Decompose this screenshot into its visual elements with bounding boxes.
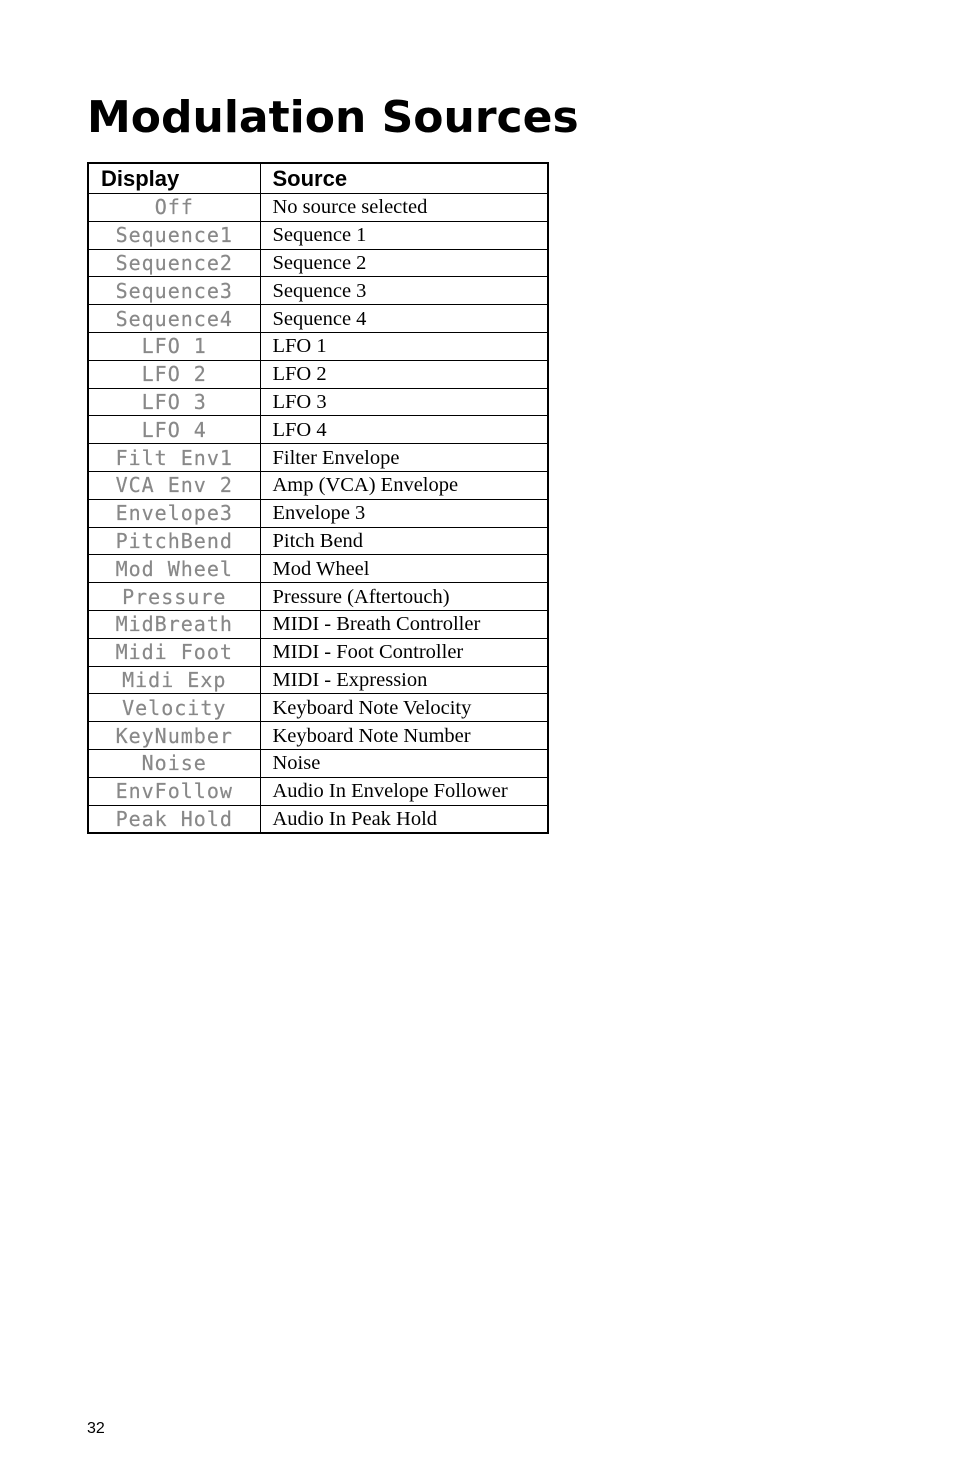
source-cell: MIDI - Foot Controller — [260, 638, 548, 666]
display-cell: LFO 1 — [88, 332, 260, 360]
table-row — [88, 416, 548, 444]
source-cell: Noise — [260, 749, 548, 777]
source-cell: Pressure (Aftertouch) — [260, 583, 548, 611]
table-row — [88, 388, 548, 416]
table-row — [88, 499, 548, 527]
source-cell: Audio In Envelope Follower — [260, 777, 548, 805]
source-cell: No source selected — [260, 194, 548, 222]
display-cell: Mod Wheel — [88, 555, 260, 583]
table-row — [88, 444, 548, 472]
display-cell: EnvFollow — [88, 777, 260, 805]
table-row — [88, 277, 548, 305]
display-cell: Midi Foot — [88, 638, 260, 666]
page-number: 32 — [87, 1420, 105, 1437]
source-cell: LFO 2 — [260, 360, 548, 388]
display-cell: Sequence1 — [88, 221, 260, 249]
table-row — [88, 638, 548, 666]
table-row — [88, 666, 548, 694]
table-row — [88, 471, 548, 499]
source-cell: Audio In Peak Hold — [260, 805, 548, 833]
display-cell: Sequence2 — [88, 249, 260, 277]
table-row — [88, 583, 548, 611]
table-body — [88, 194, 548, 834]
display-cell: KeyNumber — [88, 722, 260, 750]
display-cell: Sequence3 — [88, 277, 260, 305]
display-cell: Noise — [88, 749, 260, 777]
display-cell: LFO 4 — [88, 416, 260, 444]
source-cell: Amp (VCA) Envelope — [260, 471, 548, 499]
display-cell: PitchBend — [88, 527, 260, 555]
table-row — [88, 777, 548, 805]
source-cell: LFO 4 — [260, 416, 548, 444]
source-cell: Pitch Bend — [260, 527, 548, 555]
source-cell: Filter Envelope — [260, 444, 548, 472]
table-row — [88, 694, 548, 722]
display-cell: LFO 3 — [88, 388, 260, 416]
table-row — [88, 332, 548, 360]
table-row — [88, 749, 548, 777]
table-row — [88, 249, 548, 277]
source-cell: MIDI - Expression — [260, 666, 548, 694]
source-cell: LFO 3 — [260, 388, 548, 416]
table-header-row — [88, 163, 548, 194]
source-cell: Sequence 2 — [260, 249, 548, 277]
display-cell: Envelope3 — [88, 499, 260, 527]
source-cell: Sequence 1 — [260, 221, 548, 249]
display-cell: Pressure — [88, 583, 260, 611]
source-cell: Mod Wheel — [260, 555, 548, 583]
column-header-display: Display — [88, 163, 260, 194]
display-cell: Sequence4 — [88, 305, 260, 333]
display-cell: Off — [88, 194, 260, 222]
display-cell: MidBreath — [88, 610, 260, 638]
page-title: Modulation Sources — [87, 92, 579, 143]
display-cell: Peak Hold — [88, 805, 260, 833]
table-row — [88, 610, 548, 638]
table-row — [88, 221, 548, 249]
modulation-sources-table — [87, 162, 549, 834]
source-cell: MIDI - Breath Controller — [260, 610, 548, 638]
column-header-source: Source — [260, 163, 548, 194]
display-cell: VCA Env 2 — [88, 471, 260, 499]
display-cell: Velocity — [88, 694, 260, 722]
source-cell: Envelope 3 — [260, 499, 548, 527]
display-cell: Midi Exp — [88, 666, 260, 694]
display-cell: Filt Env1 — [88, 444, 260, 472]
table-row — [88, 194, 548, 222]
table-row — [88, 722, 548, 750]
source-cell: LFO 1 — [260, 332, 548, 360]
table-row — [88, 305, 548, 333]
table-row — [88, 555, 548, 583]
source-cell: Keyboard Note Number — [260, 722, 548, 750]
source-cell: Keyboard Note Velocity — [260, 694, 548, 722]
source-cell: Sequence 3 — [260, 277, 548, 305]
source-cell: Sequence 4 — [260, 305, 548, 333]
table-row — [88, 805, 548, 833]
table-row — [88, 360, 548, 388]
table-row — [88, 527, 548, 555]
display-cell: LFO 2 — [88, 360, 260, 388]
